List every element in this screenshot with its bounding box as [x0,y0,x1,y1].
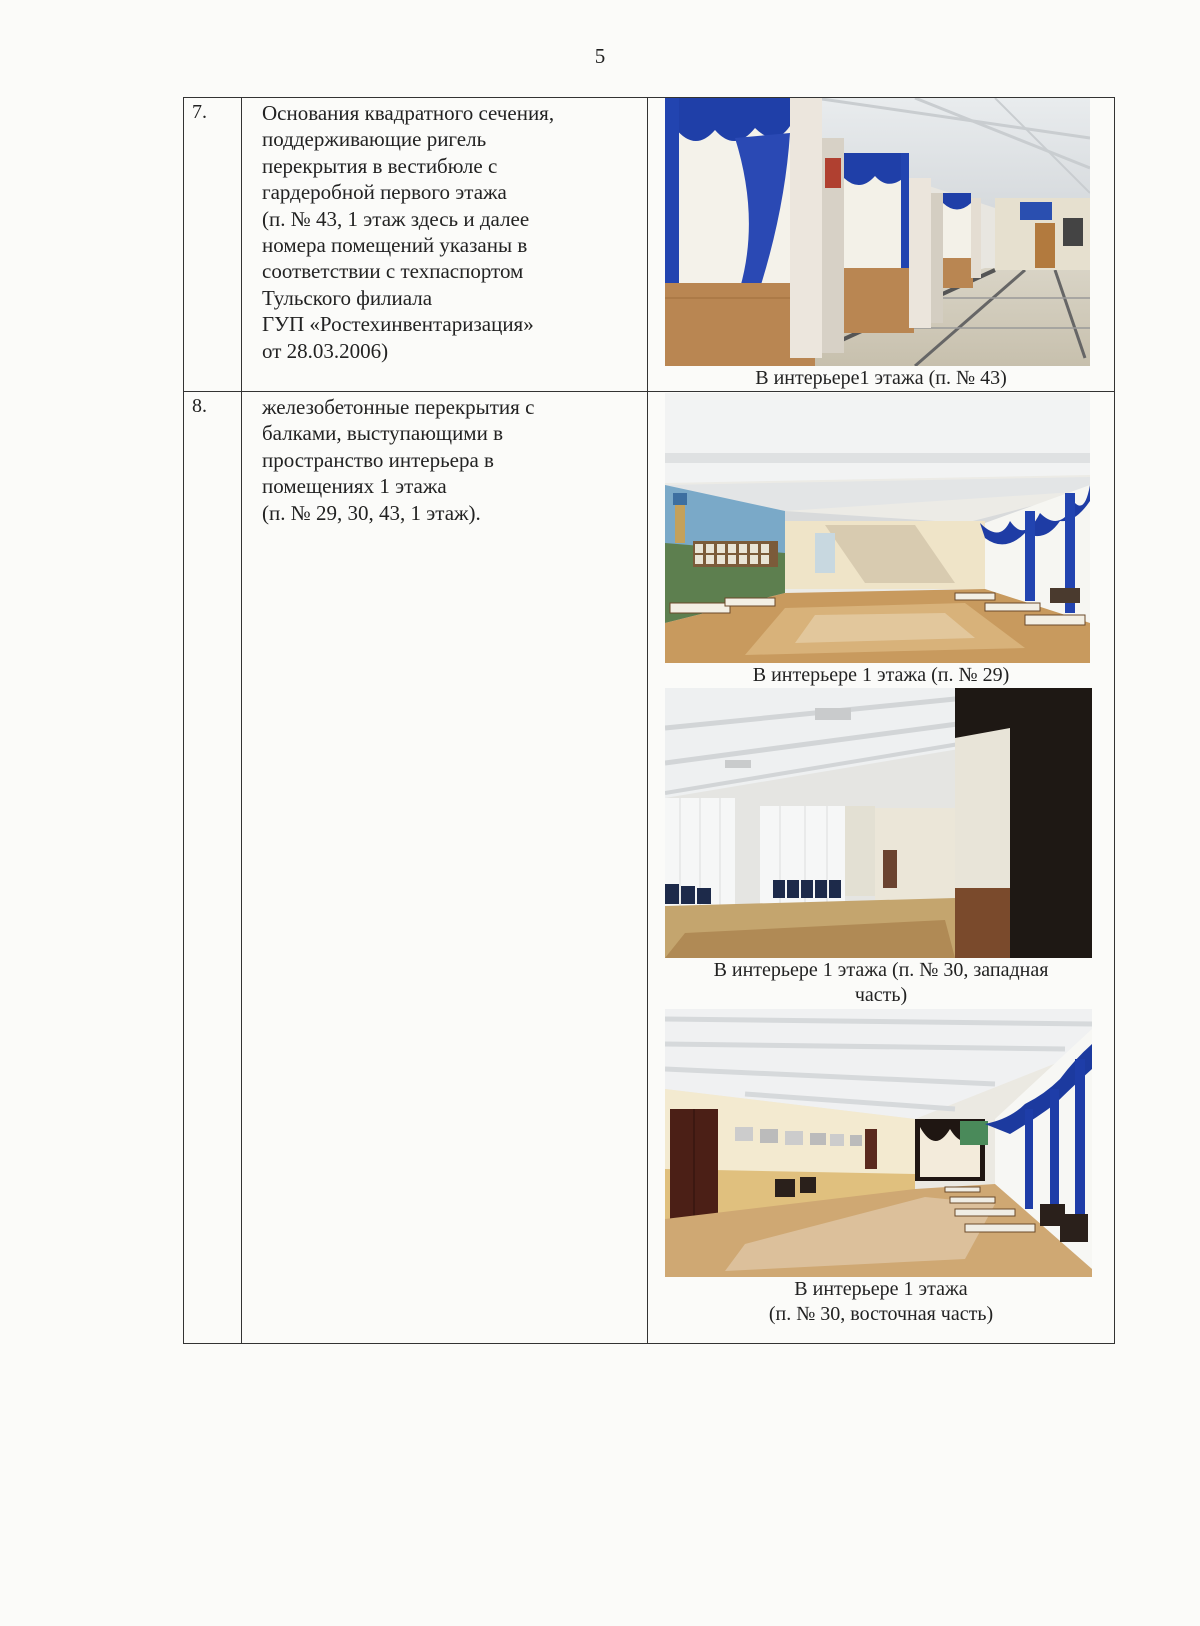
table-row [184,392,1115,1344]
row-number-cell [184,392,242,1344]
description-cell [242,392,648,1344]
vestibule-photo [665,98,1090,366]
row-number-cell [184,98,242,392]
row-description: железобетонные перекрытия с балками, выступающими в пространство интерьера в помещениях 1 этажа (п. № 29, 30, 43, 1 этаж). [262,395,535,525]
photo-caption: В интерьере 1 этажа (п. № 30, западная часть) [713,959,1049,1006]
photo-cell [648,392,1115,1344]
heritage-elements-table [183,97,1115,1344]
hall-30-east-photo [665,1009,1092,1277]
row-number: 7. [192,101,207,123]
photo-caption: В интерьере 1 этажа (п. № 29) [752,664,1010,686]
photo-caption: В интерьере1 этажа (п. № 43) [755,367,1007,389]
page-number: 5 [594,44,606,68]
photo-caption: В интерьере 1 этажа (п. № 30, восточная часть) [768,1278,994,1325]
table-row [184,98,1115,392]
row-number: 8. [192,395,207,417]
row-description: Основания квадратного сечения, поддерживающие ригель перекрытия в вестибюле с гардеробной первого этажа (п. № 43, 1 этаж здесь и далее номера помещений указаны в соответствии с техпаспортом Тульского филиала ГУП «Ростехинвентаризация» от 28.03.2006) [262,101,555,363]
hall-29-photo [665,393,1090,663]
photo-cell [648,98,1115,392]
hall-30-west-photo [665,688,1092,958]
description-cell [242,98,648,392]
